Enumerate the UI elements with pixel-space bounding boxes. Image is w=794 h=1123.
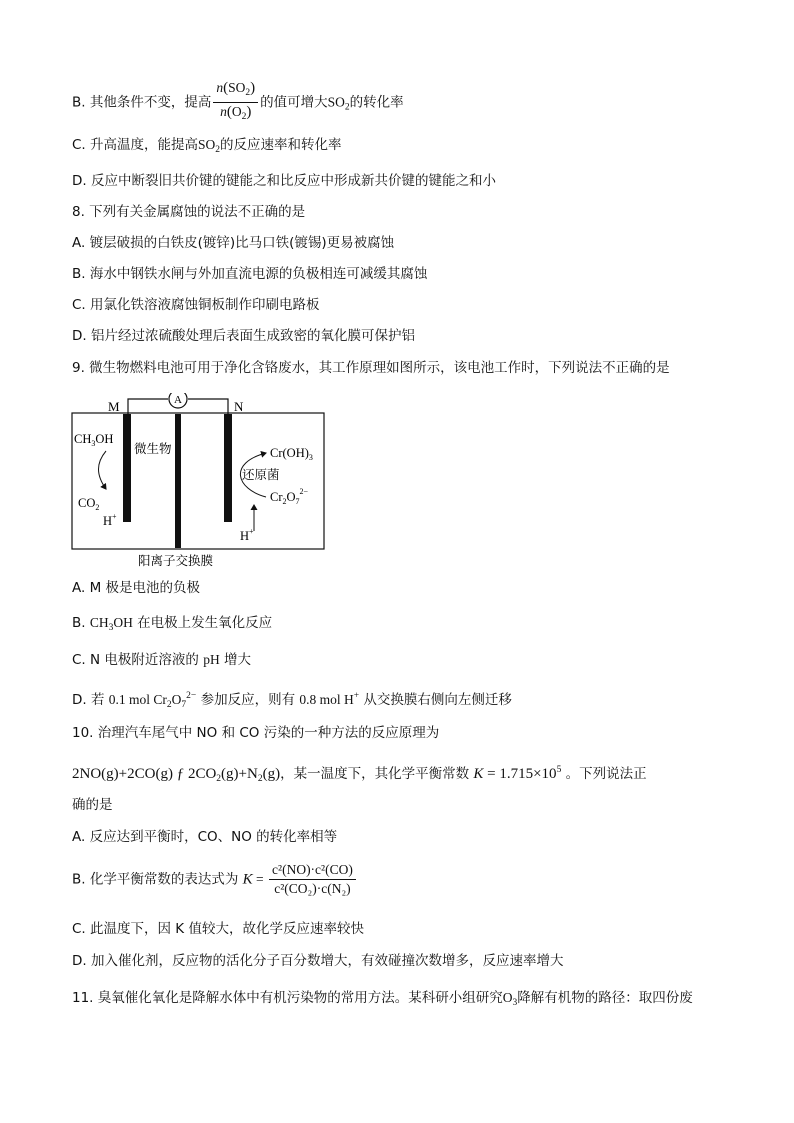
q8-option-c: C. 用氯化铁溶液腐蚀铜板制作印刷电路板	[72, 297, 320, 313]
electrode-n-label: N	[234, 399, 244, 414]
q7-option-c: C. 升高温度，能提高$SO_2$的反应速率和转化率	[72, 137, 342, 155]
q10-equation-line: 2NO(g)+2CO(g) ƒ $2CO_2(g)+N_2(g)$，某一温度下，其化学平衡常数 $K = 1.715\times 10^5$ 。下列说法正	[72, 765, 647, 784]
q9-stem: 9. 微生物燃料电池可用于净化含铬废水，其工作原理如图所示，该电池工作时，下列说法不正确的是	[72, 360, 670, 376]
q10-option-d: D. 加入催化剂，反应物的活化分子百分数增大，有效碰撞次数增多，反应速率增大	[72, 953, 564, 969]
q10-stem-cont: 确的是	[72, 797, 113, 813]
electrode-m-label: M	[108, 399, 120, 414]
q9-option-b: B. $CH_3OH$ 在电极上发生氧化反应	[72, 615, 273, 633]
reducing-bacteria-label: 还原菌	[242, 467, 280, 482]
ion-exchange-membrane	[175, 414, 181, 548]
q9-option-a: A. M 极是电池的负极	[72, 580, 201, 596]
microbe-label: 微生物	[134, 441, 172, 456]
q8-stem: 8. 下列有关金属腐蚀的说法不正确的是	[72, 204, 306, 220]
q10-option-a: A. 反应达到平衡时，CO、NO 的转化率相等	[72, 829, 338, 845]
ch3oh-label: $CH_3OH$	[74, 432, 114, 448]
electrode-n	[224, 414, 232, 522]
electrode-m	[123, 414, 131, 522]
q7-option-b: B. 其他条件不变，提高 $\frac{n(SO_2)}{n(O_2)}$ 的值可增大$SO_2$的转化率	[72, 80, 404, 125]
q10-option-b: B. 化学平衡常数的表达式为 K = $\frac{\text{c²(NO)·c²(CO)}}{\text{c²(CO₂)·c(N₂)}}$	[72, 862, 358, 897]
q9-option-d: D. 若 0.1 mol $Cr_2O_7^{2-}$ 参加反应，则有 0.8 mol H+ 从交换膜右侧向左侧迁移	[72, 691, 512, 710]
h-plus-right: H+	[240, 527, 254, 543]
q11-stem: 11. 臭氧催化氧化是降解水体中有机污染物的常用方法。某科研小组研究$O_3$降解有机物的路径：取四份废	[72, 990, 693, 1008]
q9-option-c: C. N 电极附近溶液的 pH 增大	[72, 652, 251, 668]
co2-label: $CO_2$	[78, 496, 100, 512]
q10-stem: 10. 治理汽车尾气中 NO 和 CO 污染的一种方法的反应原理为	[72, 725, 440, 741]
equilibrium-fraction: $\frac{\text{c²(NO)·c²(CO)}}{\text{c²(CO₂)·c(N₂)}}$	[269, 862, 356, 897]
q10-option-c: C. 此温度下，因 K 值较大，故化学反应速率较快	[72, 921, 364, 937]
q8-option-d: D. 铝片经过浓硫酸处理后表面生成致密的氧化膜可保护铝	[72, 328, 415, 344]
reaction-equation: 2NO(g)+2CO(g) ƒ 2CO	[72, 766, 217, 782]
fuel-cell-diagram	[70, 393, 340, 573]
ratio-fraction: $\frac{n(SO_2)}{n(O_2)}$	[213, 80, 258, 125]
q7-b-text: B. 其他条件不变，提高	[72, 94, 212, 111]
arrow-ch3oh-to-co2	[99, 451, 107, 489]
membrane-caption: 阳离子交换膜	[138, 553, 214, 568]
ammeter-label: A	[174, 394, 182, 406]
cr2o7-label: $Cr_2O_7^{2-}$	[270, 487, 309, 506]
q8-option-b: B. 海水中钢铁水闸与外加直流电源的负极相连可减缓其腐蚀	[72, 266, 428, 282]
croh3-label: $Cr(OH)_3$	[270, 446, 313, 462]
h-plus-left: H+	[103, 512, 117, 528]
q8-option-a: A. 镀层破损的白铁皮(镀锌)比马口铁(镀锡)更易被腐蚀	[72, 235, 395, 251]
q7-option-d: D. 反应中断裂旧共价键的键能之和比反应中形成新共价键的键能之和小	[72, 173, 496, 189]
